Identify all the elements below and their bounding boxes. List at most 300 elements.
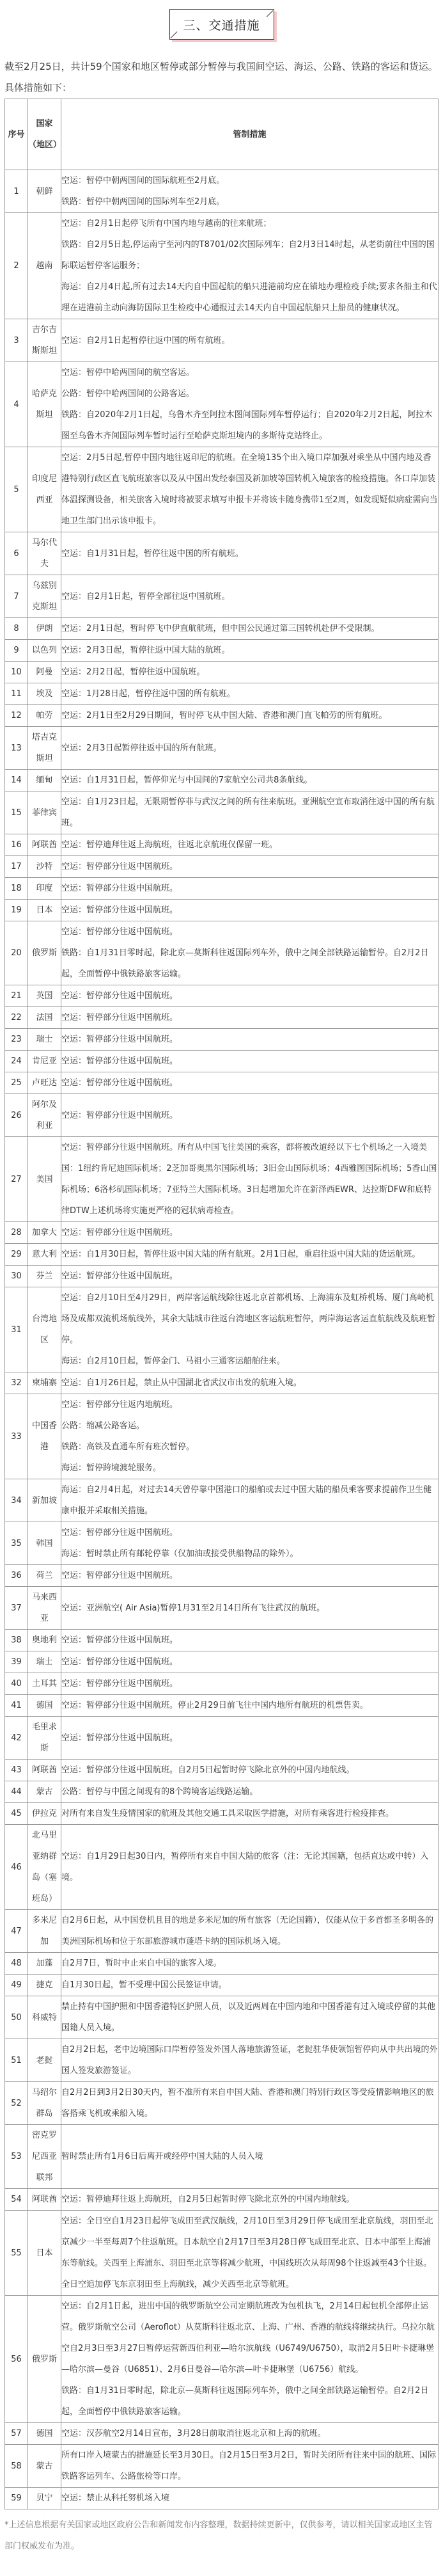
row-country: 伊拉克 — [28, 1803, 61, 1825]
row-index: 33 — [5, 1394, 28, 1479]
row-measures — [61, 1051, 439, 1072]
table-row — [5, 532, 439, 575]
footer-note: *上述信息根据有关国家或地区政府公告和新闻发布内容整理，数据持续更新中，仅供参考，请以相关国家或地区主管部门权威发布为准。 — [4, 2520, 433, 2551]
table-row — [5, 2125, 439, 2189]
table-row — [5, 2423, 439, 2445]
table-row — [5, 575, 439, 618]
table-row — [5, 921, 439, 985]
row-country: 吉尔吉斯斯坦 — [28, 319, 61, 362]
measure-line: 空运：2月1日至2月29日期间，暂时停飞从中国大陆、香港和澳门直飞帕劳的所有航班。 — [61, 711, 387, 720]
table-row — [5, 447, 439, 532]
table-row — [5, 2488, 439, 2509]
measure-line: 自2月6日起，从中国登机且目的地是多米尼加的所有旅客（无论国籍），仅能从位于多首都圣多明各的美洲国际机场和位于东部旅游城市蓬塔卡纳的国际机场入境。 — [61, 1916, 434, 1946]
measure-line: 海运：暂时禁止所有邮轮停靠（仅加油或接受供船物品的除外）。 — [61, 1549, 299, 1559]
measure-line: 禁止持有中国护照和中国香港特区护照人员，以及近两周在中国内地和中国香港有过入境或停留的其他国籍人员入境。 — [61, 2002, 436, 2033]
row-country: 埃及 — [28, 683, 61, 705]
row-country: 中国香港 — [28, 1394, 61, 1479]
row-measures — [61, 1094, 439, 1137]
measure-line: 空运：自1月31日起，暂停往返中国的所有航班。 — [61, 548, 244, 559]
row-measures — [61, 1222, 439, 1244]
row-index: 46 — [5, 1825, 28, 1910]
row-index: 27 — [5, 1137, 28, 1222]
row-index: 6 — [5, 532, 28, 575]
measure-line: 空运：暂停部分往返中国航班。 — [61, 1013, 178, 1022]
row-measures — [61, 1975, 439, 1996]
row-measures — [61, 1717, 439, 1760]
row-measures — [61, 2296, 439, 2423]
row-index: 17 — [5, 856, 28, 878]
row-country: 肯尼亚 — [28, 1051, 61, 1072]
table-row — [5, 2189, 439, 2211]
measure-line: 暂时禁止所有1月6日后离开或经停中国大陆的人员入境 — [61, 2152, 263, 2161]
row-country: 荷兰 — [28, 1565, 61, 1587]
row-measures — [61, 2125, 439, 2189]
measure-line: 海运：自2月4日起,所有过去14天内自中国起航的船只进港前均应在锚地办理检疫手续;要求各船主和代理在进港前主动向海防国际卫生检疫中心通报过去14天内自中国起航船只上船员的健康状况。 — [61, 282, 437, 313]
row-index: 58 — [5, 2445, 28, 2488]
row-measures — [61, 705, 439, 727]
row-country: 马来西亚 — [28, 1587, 61, 1630]
row-index: 39 — [5, 1651, 28, 1673]
row-country: 多米尼加 — [28, 1910, 61, 1953]
measure-line: 空运：暂停部分往返中国航班。 — [61, 1228, 178, 1237]
row-country: 瑞士 — [28, 1651, 61, 1673]
row-country: 越南 — [28, 213, 61, 319]
row-country: 台湾地区 — [28, 1287, 61, 1372]
table-row — [5, 1587, 439, 1630]
measure-line: 铁路：高铁及直通车所有班次暂停。 — [61, 1442, 195, 1452]
table-row — [5, 900, 439, 921]
table-row — [5, 770, 439, 791]
row-index: 30 — [5, 1266, 28, 1287]
row-measures — [61, 878, 439, 900]
measure-line: 海运：自2月10日起，暂停金门、马祖小三通客运船舶往来。 — [61, 1356, 285, 1366]
table-row — [5, 1007, 439, 1029]
measure-line: 空运：自1月31日起，暂停仰光与中国间的7家航空公司共8条航线。 — [61, 775, 313, 785]
section-title-box — [169, 9, 274, 40]
row-index: 18 — [5, 878, 28, 900]
table-row — [5, 170, 439, 213]
measure-line: 空运：亚洲航空( Air Asia)暂停1月31至2月14日所有飞往武汉的航班。 — [61, 1603, 325, 1613]
table-row — [5, 1522, 439, 1565]
measure-line: 空运：2月3日起暂停往返中国的所有航班。 — [61, 743, 222, 753]
table-row — [5, 1717, 439, 1760]
row-index: 38 — [5, 1630, 28, 1651]
row-country: 伊朗 — [28, 618, 61, 640]
row-country: 捷克 — [28, 1975, 61, 1996]
measure-line: 铁路：暂停中朝两国间的国际列车至2月底。 — [61, 197, 225, 207]
measure-line: 空运：暂停部分往返中国航班。自2月5日起暂时停飞除北京外的中国内地航线。 — [61, 1765, 355, 1775]
row-measures — [61, 727, 439, 770]
measure-line: 海运：暂停跨境渡轮服务。 — [61, 1463, 162, 1473]
table-row — [5, 1244, 439, 1266]
row-index: 50 — [5, 1996, 28, 2039]
row-index: 5 — [5, 447, 28, 532]
row-measures — [61, 618, 439, 640]
measure-line: 自2月2日到3月2日30天内，暂不准所有来自中国大陆、香港和澳门特别行政区等受疫情影响地区的旅客搭乘飞机或乘船入境。 — [61, 2088, 434, 2119]
row-index: 9 — [5, 640, 28, 662]
row-index: 34 — [5, 1479, 28, 1522]
intro-paragraph: 截至2月25日，共计59个国家和地区暂停或部分暂停与我国间空运、海运、公路、铁路的客运和货运。具体措施如下： — [4, 61, 438, 93]
row-measures — [61, 1565, 439, 1587]
table-row — [5, 1953, 439, 1975]
table-row — [5, 319, 439, 362]
row-country: 加拿大 — [28, 1222, 61, 1244]
measure-line: 空运：自2月1日起停飞所有中国内地与越南的往来航班； — [61, 219, 272, 228]
row-measures — [61, 2189, 439, 2211]
measure-line: 铁路：自2020年2月1日起，乌鲁木齐至阿拉木图间国际列车暂停运行；自2020年2月2日起，阿拉木图至乌鲁木齐间国际列车暂时运行至哈萨克斯坦境内的多斯待克站终止。 — [61, 410, 433, 441]
row-country: 科威特 — [28, 1996, 61, 2039]
measure-line: 空运：暂停部分往返中国航班。 — [61, 1679, 178, 1689]
row-measures — [61, 900, 439, 921]
row-country: 韩国 — [28, 1522, 61, 1565]
measure-line: 空运：自2月10日至4月29日，两岸客运航线除往返北京首都机场、上海浦东及虹桥机场、厦门高崎机场及成都双流机场航线外，其余大陆城市往返台湾地区客运航班暂停，两岸海运客运直航航线及航班暂停。 — [61, 1293, 436, 1345]
table-row — [5, 640, 439, 662]
table-row — [5, 1996, 439, 2039]
table-row — [5, 683, 439, 705]
measure-line: 自2月7日，暂时中止来自中国的旅客入境。 — [61, 1959, 222, 1968]
row-index: 48 — [5, 1953, 28, 1975]
corner-decoration-icon — [170, 31, 177, 38]
measure-line: 空运：禁止从科托努机场入境 — [61, 2493, 170, 2503]
row-country: 贝宁 — [28, 2488, 61, 2509]
row-index: 57 — [5, 2423, 28, 2445]
row-country: 塔吉克斯坦 — [28, 727, 61, 770]
row-index: 35 — [5, 1522, 28, 1565]
measure-line: 空运：自1月29日起30日内，暂停所有来自中国大陆的旅客（注：无论其国籍，包括直达或中转）入境。 — [61, 1852, 429, 1882]
table-row — [5, 1051, 439, 1072]
measure-line: 空运：暂停部分往返中国航班。 — [61, 905, 178, 915]
row-country: 阿曼 — [28, 662, 61, 683]
row-index: 47 — [5, 1910, 28, 1953]
measure-line: 空运：暂停部分往返中国航班。 — [61, 884, 178, 893]
row-measures — [61, 575, 439, 618]
row-country: 马尔代夫 — [28, 532, 61, 575]
row-index: 45 — [5, 1803, 28, 1825]
row-measures — [61, 1673, 439, 1695]
row-index: 12 — [5, 705, 28, 727]
measure-line: 空运：暂停部分往返中国航班。 — [61, 1571, 178, 1580]
table-row — [5, 662, 439, 683]
measure-line: 自1月30日起，暂不受理中国公民签证申请。 — [61, 1980, 227, 1990]
measure-line: 铁路：自1月31日零时起，除北京—莫斯科往返国际列车外，俄中之间全部铁路运输暂停。自2月2日起，全面暂停中俄铁路旅客运输。 — [61, 2386, 429, 2417]
measure-line: 空运：暂停部分往返中国航班。停止2月29日前飞往中国内地所有航班的机票售卖。 — [61, 1701, 368, 1710]
row-measures — [61, 1953, 439, 1975]
row-measures — [61, 1244, 439, 1266]
row-country: 菲律宾 — [28, 791, 61, 834]
measure-line: 空运：1月28日起，暂停往返中国的所有航班。 — [61, 689, 235, 699]
row-measures — [61, 856, 439, 878]
row-country: 以色列 — [28, 640, 61, 662]
row-measures — [61, 1072, 439, 1094]
row-measures — [61, 2423, 439, 2445]
row-index: 37 — [5, 1587, 28, 1630]
measure-line: 公路：暂停与中国之间现有的8个跨境客运线路运输。 — [61, 1787, 258, 1797]
table-row — [5, 791, 439, 834]
table-row — [5, 618, 439, 640]
row-measures — [61, 1007, 439, 1029]
table-header-row — [5, 99, 439, 170]
row-index: 55 — [5, 2211, 28, 2296]
row-measures — [61, 170, 439, 213]
measure-line: 铁路：自2月5日起,停运南宁至河内的T8701/02次国际列车；自2月3日14时起，从老街前往中国的国际联运暂停客运服务； — [61, 240, 435, 271]
table-row — [5, 1072, 439, 1094]
row-country: 毛里求斯 — [28, 1717, 61, 1760]
row-measures — [61, 1029, 439, 1051]
table-body — [5, 170, 439, 2509]
table-row — [5, 1222, 439, 1244]
table-row — [5, 705, 439, 727]
row-country: 俄罗斯 — [28, 2296, 61, 2423]
row-country: 德国 — [28, 1695, 61, 1717]
table-row — [5, 1372, 439, 1394]
row-measures — [61, 1825, 439, 1910]
row-index: 56 — [5, 2296, 28, 2423]
table-row — [5, 1479, 439, 1522]
row-index: 23 — [5, 1029, 28, 1051]
row-country: 柬埔寨 — [28, 1372, 61, 1394]
row-index: 31 — [5, 1287, 28, 1372]
row-measures — [61, 1910, 439, 1953]
row-index: 29 — [5, 1244, 28, 1266]
measure-line: 铁路：自1月31日零时起，除北京—莫斯科往返国际列车外，俄中之间全部铁路运输暂停。自2月2日起，全面暂停中俄铁路旅客运输。 — [61, 948, 429, 979]
table-row — [5, 878, 439, 900]
measure-line: 空运：暂停部分往返中国航班。 — [61, 1635, 178, 1645]
measure-line: 空运：暂停部分往返中国航班。所有从中国飞往美国的乘客，都将被改道经以下七个机场之一入境美国：1纽约肯尼迪国际机场；2芝加哥奥黑尔国际机场；3旧金山国际机场；4西雅图国际机场；5香山国际机场；6洛杉矶国际机场；7亚特兰大国际机场。3日起增加允许在新泽西EWR、达拉斯DFW和底特律DTW上述机场将实施更严格的冠状病毒检查。 — [61, 1143, 437, 1216]
row-index: 54 — [5, 2189, 28, 2211]
row-index: 42 — [5, 1717, 28, 1760]
table-row — [5, 1673, 439, 1695]
row-measures — [61, 1394, 439, 1479]
measure-line: 空运：暂停部分往返中国航班。 — [61, 862, 178, 871]
measure-line: 空运：自2月1日起，暂停全部往返中国航班。 — [61, 591, 230, 601]
row-country: 意大利 — [28, 1244, 61, 1266]
row-measures — [61, 1803, 439, 1825]
measure-line: 空运：暂停部分往返内地航班。 — [61, 1400, 178, 1410]
row-country: 奥地利 — [28, 1630, 61, 1651]
row-index: 22 — [5, 1007, 28, 1029]
table-row — [5, 2445, 439, 2488]
row-measures — [61, 2082, 439, 2125]
row-index: 7 — [5, 575, 28, 618]
row-index: 20 — [5, 921, 28, 985]
row-measures — [61, 1630, 439, 1651]
measure-line: 空运：自2月1日起暂停往返中国的所有航班。 — [61, 335, 230, 346]
row-country: 英国 — [28, 985, 61, 1007]
row-country: 乌兹别克斯坦 — [28, 575, 61, 618]
measure-line: 空运：暂停部分往返中国航班。 — [61, 1056, 178, 1066]
row-measures — [61, 834, 439, 856]
measure-line: 空运：暂停部分往返中国航班。 — [61, 1271, 178, 1281]
table-row — [5, 856, 439, 878]
measure-line: 对所有来自发生疫情国家的航班及其他交通工具采取医学措施，对所有乘客进行检疫排查。 — [61, 1809, 394, 1818]
measure-line: 空运：全日空自1月23日起停飞成田至武汉航线，2月10日至3月29日停飞成田至北京航线，羽田至北京减少一半至每周7个往返航班。日本航空自2月17日至3月28日停飞成田至北京、日本中部至上海浦东等航线。关西至上海浦东、羽田至北京等将减少航班，中国线班次从每周98个往返减至43个往返。全日空追加停飞东京羽田至上海航线，减少关西至北京等航班。 — [61, 2216, 433, 2289]
row-index: 49 — [5, 1975, 28, 1996]
transport-measures-table — [4, 99, 439, 2509]
row-measures — [61, 683, 439, 705]
row-country: 卢旺达 — [28, 1072, 61, 1094]
row-measures — [61, 2445, 439, 2488]
table-row — [5, 1630, 439, 1651]
row-measures — [61, 532, 439, 575]
row-index: 10 — [5, 662, 28, 683]
table-row — [5, 1394, 439, 1479]
row-measures — [61, 1695, 439, 1717]
measure-line: 海运：自2月4日起，对过去14天曾停靠中国港口的船舶或去过中国大陆的船员乘客要求提前作卫生健康申报并采取相关措施。 — [61, 1485, 432, 1516]
table-row — [5, 1803, 439, 1825]
row-measures — [61, 1760, 439, 1781]
table-row — [5, 834, 439, 856]
measure-line: 空运：暂停部分往返中国航班。 — [61, 1528, 178, 1538]
row-measures — [61, 2039, 439, 2082]
row-country: 沙特 — [28, 856, 61, 878]
row-index: 14 — [5, 770, 28, 791]
row-country: 日本 — [28, 2211, 61, 2296]
measure-line: 空运：暂停部分往返中国航班。 — [61, 1110, 178, 1120]
row-index: 13 — [5, 727, 28, 770]
row-country: 阿联酋 — [28, 2189, 61, 2211]
table-row — [5, 727, 439, 770]
row-index: 41 — [5, 1695, 28, 1717]
row-country: 日本 — [28, 900, 61, 921]
table-row — [5, 2296, 439, 2423]
table-row — [5, 1975, 439, 1996]
measure-line: 空运：暂停部分往返中国航班。 — [61, 1733, 178, 1743]
row-index: 44 — [5, 1781, 28, 1803]
row-index: 11 — [5, 683, 28, 705]
row-country: 新加坡 — [28, 1479, 61, 1522]
row-measures — [61, 1287, 439, 1372]
measure-line: 空运：2月2日起，暂停往返中国航班。 — [61, 667, 205, 677]
table-row — [5, 1695, 439, 1717]
measure-line: 空运：自1月26日起，禁止从中国湖北省武汉市出发的航班入境。 — [61, 1378, 302, 1388]
row-measures — [61, 770, 439, 791]
header-index: 序号 — [5, 99, 28, 170]
row-index: 43 — [5, 1760, 28, 1781]
table-row — [5, 985, 439, 1007]
row-index: 15 — [5, 791, 28, 834]
row-country: 阿联酋 — [28, 834, 61, 856]
row-measures — [61, 1266, 439, 1287]
row-index: 53 — [5, 2125, 28, 2189]
row-index: 25 — [5, 1072, 28, 1094]
row-measures — [61, 362, 439, 447]
measure-line: 公路：暂停中哈两国间的公路客运。 — [61, 389, 195, 399]
row-country: 朝鲜 — [28, 170, 61, 213]
row-index: 4 — [5, 362, 28, 447]
table-row — [5, 1094, 439, 1137]
table-row — [5, 1651, 439, 1673]
row-index: 3 — [5, 319, 28, 362]
header-measures: 管制措施 — [61, 99, 439, 170]
row-measures — [61, 319, 439, 362]
row-measures — [61, 1996, 439, 2039]
row-index: 24 — [5, 1051, 28, 1072]
measure-line: 空运：暂停中哈两国间的航空客运。 — [61, 368, 195, 378]
table-row — [5, 2039, 439, 2082]
row-measures — [61, 1522, 439, 1565]
row-country: 法国 — [28, 1007, 61, 1029]
row-index: 1 — [5, 170, 28, 213]
header-country: 国家（地区） — [28, 99, 61, 170]
measure-line: 空运：暂停部分往返中国航班。 — [61, 1035, 178, 1044]
row-index: 2 — [5, 213, 28, 319]
row-measures — [61, 213, 439, 319]
corner-decoration-icon — [266, 10, 273, 17]
measure-line: 空运：暂停迪拜往返上海航班，自2月5日起暂时停飞除北京外的中国内地航线。 — [61, 2195, 355, 2204]
table-row — [5, 1910, 439, 1953]
table-row — [5, 1825, 439, 1910]
row-country: 美国 — [28, 1137, 61, 1222]
row-measures — [61, 447, 439, 532]
row-country: 印度尼西亚 — [28, 447, 61, 532]
table-row — [5, 1029, 439, 1051]
row-index: 59 — [5, 2488, 28, 2509]
row-country: 马绍尔群岛 — [28, 2082, 61, 2125]
row-index: 16 — [5, 834, 28, 856]
row-country: 瑞士 — [28, 1029, 61, 1051]
table-row — [5, 1781, 439, 1803]
row-index: 52 — [5, 2082, 28, 2125]
row-measures — [61, 1651, 439, 1673]
row-index: 51 — [5, 2039, 28, 2082]
measure-line: 空运：2月3日起，暂停往返中国大陆的航班。 — [61, 646, 230, 655]
table-row — [5, 1565, 439, 1587]
table-row — [5, 1266, 439, 1287]
row-country: 阿联酋 — [28, 1760, 61, 1781]
row-index: 28 — [5, 1222, 28, 1244]
row-index: 21 — [5, 985, 28, 1007]
table-row — [5, 1137, 439, 1222]
row-measures — [61, 640, 439, 662]
row-country: 北马里亚纳群岛（塞班岛） — [28, 1825, 61, 1910]
row-measures — [61, 2488, 439, 2509]
row-measures — [61, 791, 439, 834]
row-measures — [61, 1781, 439, 1803]
row-country: 阿尔及利亚 — [28, 1094, 61, 1137]
row-measures — [61, 1479, 439, 1522]
section-title: 三、交通措施 — [183, 18, 260, 33]
row-country: 俄罗斯 — [28, 921, 61, 985]
measure-line: 空运：自2月1日起，进出中国的俄罗斯航空公司定期航班改为包机执飞，2月14日起包机全部停止运营。俄罗斯航空公司（Aeroflot）从莫斯科往返北京、上海、广州、香港的航线将继续执行。乌拉尔航空自2月3日至3月27日暂停运营新西伯利亚—哈尔滨航线（U6749/U6750），取消2月5日叶卡捷琳堡—哈尔滨—曼谷（U6851）、2月6日曼谷—哈尔滨—叶卡捷琳堡（U6756）航线。 — [61, 2302, 435, 2374]
row-index: 8 — [5, 618, 28, 640]
table-row — [5, 213, 439, 319]
row-country: 蒙古 — [28, 1781, 61, 1803]
table-row — [5, 2082, 439, 2125]
section-title-wrap — [4, 0, 439, 42]
measure-line: 空运：暂停部分往返中国航班。 — [61, 1078, 178, 1088]
row-country: 印度 — [28, 878, 61, 900]
row-country: 老挝 — [28, 2039, 61, 2082]
row-measures — [61, 1587, 439, 1630]
row-country: 蒙古 — [28, 2445, 61, 2488]
measure-line: 空运：暂停部分往返中国航班。 — [61, 927, 178, 937]
row-measures — [61, 985, 439, 1007]
row-index: 19 — [5, 900, 28, 921]
table-row — [5, 362, 439, 447]
row-country: 哈萨克斯坦 — [28, 362, 61, 447]
table-row — [5, 2211, 439, 2296]
row-measures — [61, 1372, 439, 1394]
measure-line: 自2月2日起，老中边境国际口岸暂停签发外国人落地旅游签证，老挝驻华使领馆暂停向从中共出境的外国人签发旅游签证。 — [61, 2045, 438, 2076]
row-measures — [61, 662, 439, 683]
row-country: 加蓬 — [28, 1953, 61, 1975]
measure-line: 公路：缩减公路客运。 — [61, 1421, 145, 1431]
table-row — [5, 1760, 439, 1781]
measure-line: 空运：汉莎航空2月14日宣布，3月28日前取消往返北京和上海的航班。 — [61, 2429, 326, 2438]
row-index: 40 — [5, 1673, 28, 1695]
measure-line: 空运：暂停部分往返中国航班。 — [61, 991, 178, 1001]
measure-line: 空运：自1月30日起，暂停往返中国大陆的所有航班。2月1日起，重启往返中国大陆的货运航班。 — [61, 1250, 421, 1259]
